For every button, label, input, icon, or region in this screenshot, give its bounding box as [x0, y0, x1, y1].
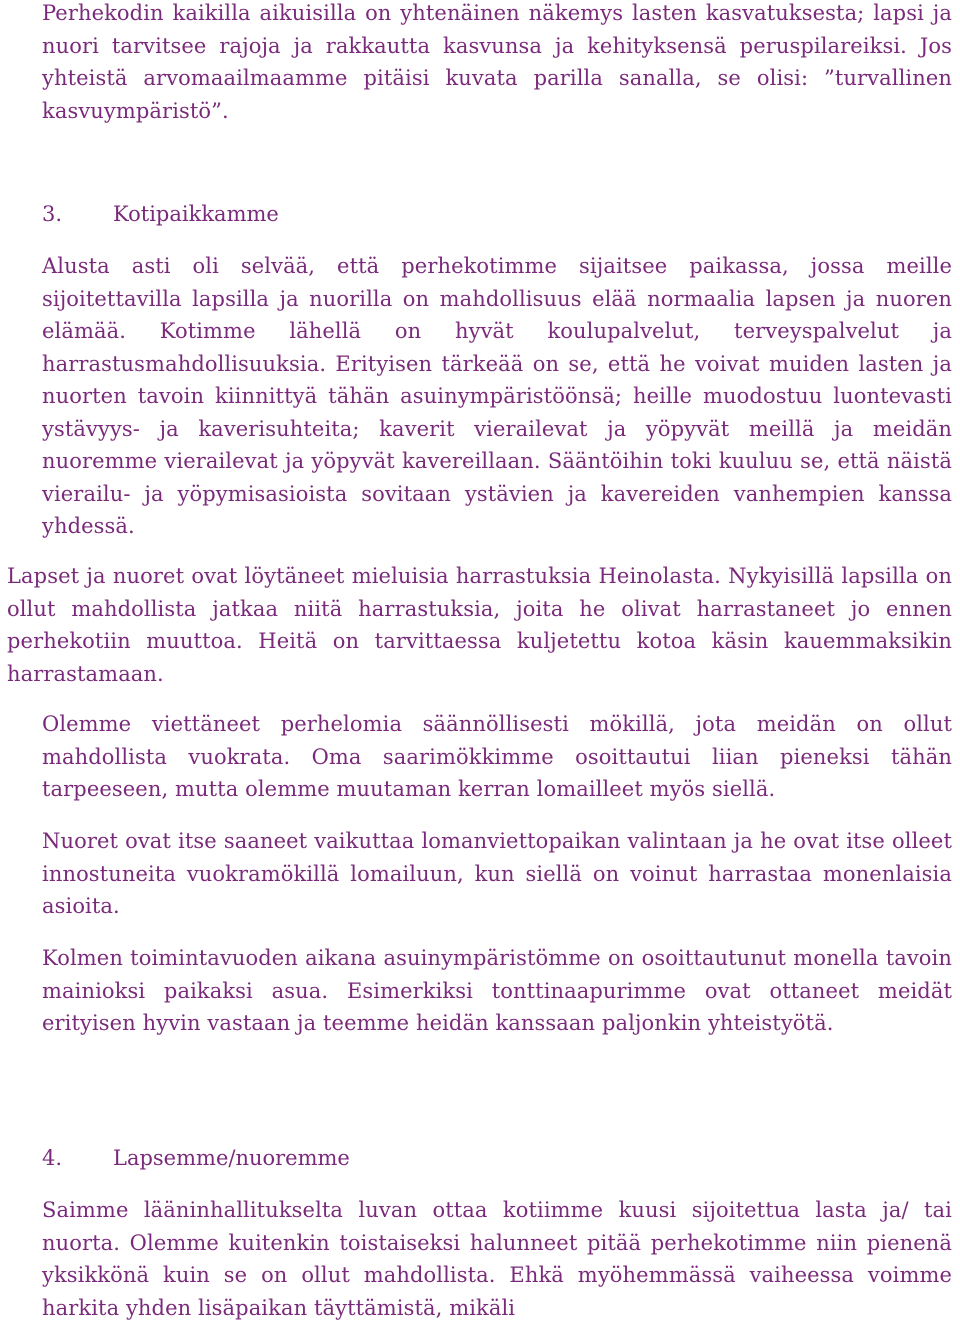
- section-3-heading: [42, 198, 279, 230]
- children-paragraph: Saimme lääninhallitukselta luvan ottaa kotiimme kuusi sijoitettua lasta ja/ tai nuorta. Olemme kuitenkin toistaiseksi halunneet pitää perhekotimme niin pienenä yksikkönä kuin se on ollut mahdollista. Ehkä myöhemmässä vaiheessa voimme harkita yhden lisäpaikan täyttämistä, mikäli: [42, 1198, 952, 1320]
- hobbies-paragraph: Lapset ja nuoret ovat löytäneet mieluisia harrastuksia Heinolasta. Nykyisillä lapsilla on ollut mahdollista jatkaa niitä harrastuksia, joita he olivat harrastaneet jo ennen perhekotiin muuttoa. Heitä on tarvittaessa kuljetettu kotoa käsin kauemmaksikin harrastamaan.: [7, 564, 952, 686]
- intro-paragraph: Perhekodin kaikilla aikuisilla on yhtenäinen näkemys lasten kasvatuksesta; lapsi ja nuori tarvitsee rajoja ja rakkautta kasvunsa ja kehityksensä peruspilareiksi. Jos yhteistä arvomaailmaamme pitäisi kuvata parilla sanalla, se olisi: ”turvallinen kasvuympäristö”.: [42, 1, 952, 123]
- section-3-number: 3.: [42, 202, 63, 226]
- location-paragraph: Alusta asti oli selvää, että perhekotimme sijaitsee paikassa, jossa meille sijoitettavilla lapsilla ja nuorilla on mahdollisuus elää normaalia lapsen ja nuoren elämää. Kotimme lähellä on hyvät koulupalvelut, terveyspalvelut ja harrastusmahdollisuuksia. Erityisen tärkeää on se, että he voivat muiden lasten ja nuorten tavoin kiinnittyä tähän asuinympäristöönsä; heille muodostuu luontevasti ystävyys- ja kaverisuhteita; kaverit vierailevat ja yöpyvät meillä ja meidän nuoremme vierailevat ja yöpyvät kavereillaan. Sääntöihin toki kuuluu se, että näistä vierailu- ja yöpymisasioista sovitaan ystävien ja kavereiden vanhempien kanssa yhdessä.: [42, 254, 952, 538]
- section-4-number: 4.: [42, 1146, 63, 1170]
- holidays-paragraph: Olemme viettäneet perhelomia säännöllisesti mökillä, jota meidän on ollut mahdollista vuokrata. Oma saarimökkimme osoittautui liian pieneksi tähän tarpeeseen, mutta olemme muutaman kerran lomailleet myös siellä.: [42, 712, 952, 801]
- three-years-paragraph: Kolmen toimintavuoden aikana asuinympäristömme on osoittautunut monella tavoin mainioksi paikaksi asua. Esimerkiksi tonttinaapurimme ovat ottaneet meidät erityisen hyvin vastaan ja teemme heidän kanssaan paljonkin yhteistyötä.: [42, 946, 952, 1035]
- section-3-title: Kotipaikkamme: [113, 202, 279, 226]
- section-4-title: Lapsemme/nuoremme: [113, 1146, 350, 1170]
- youth-choice-paragraph: Nuoret ovat itse saaneet vaikuttaa lomanviettopaikan valintaan ja he ovat itse olleet innostuneita vuokramökillä lomailuun, kun siellä on voinut harrastaa monenlaisia asioita.: [42, 829, 952, 918]
- section-4-heading: [42, 1142, 350, 1174]
